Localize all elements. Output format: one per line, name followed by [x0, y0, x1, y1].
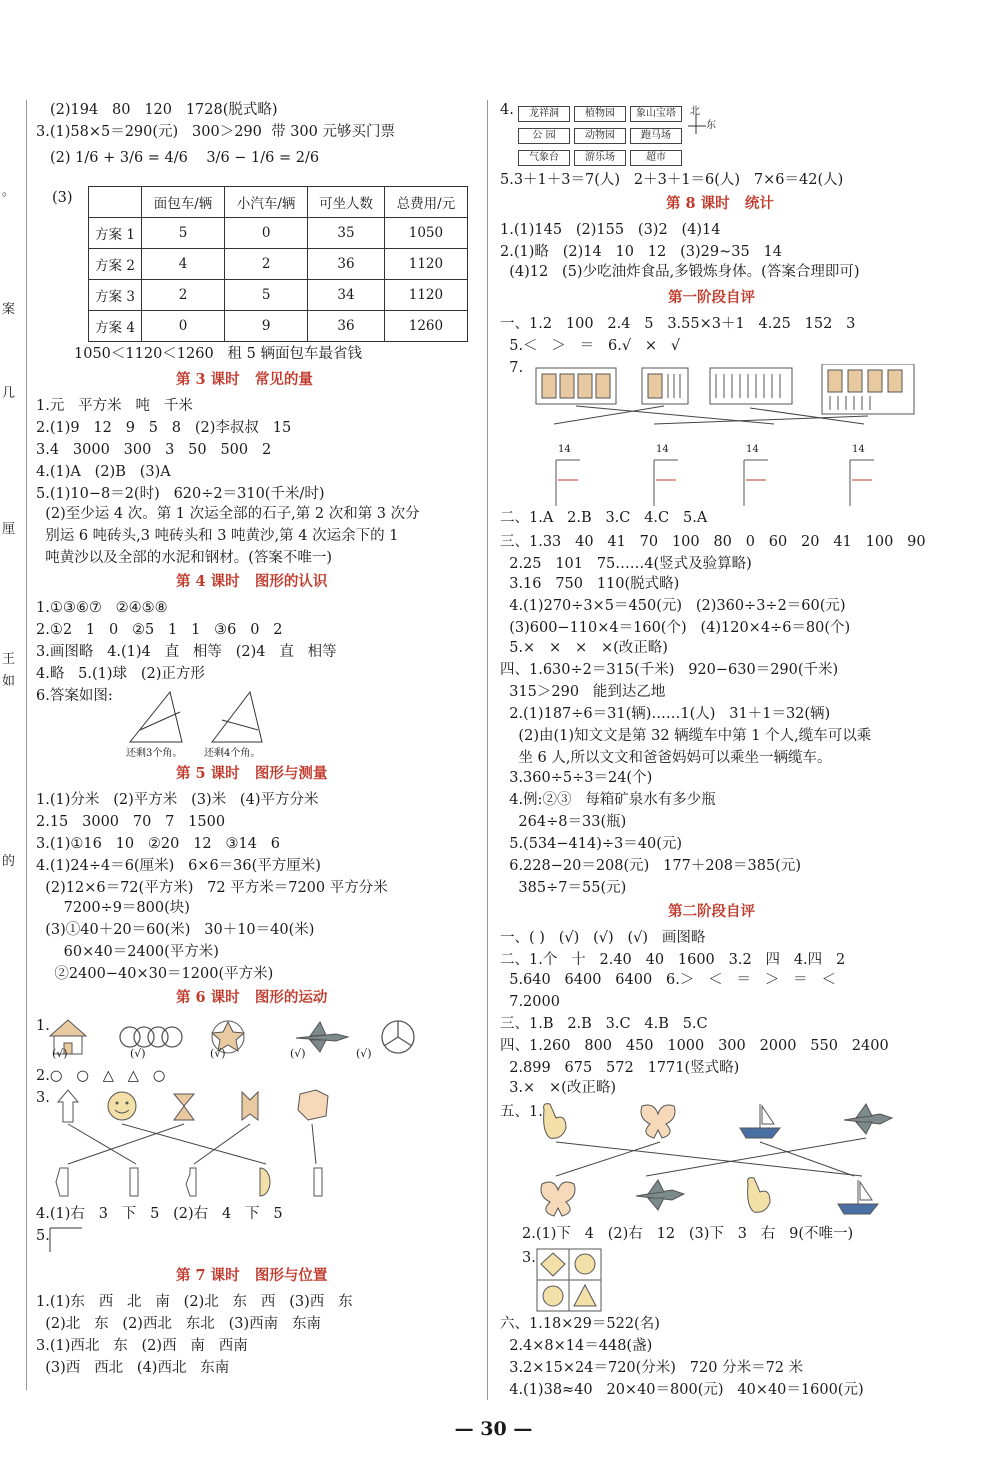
- check-mark: (√): [290, 1047, 306, 1060]
- margin-char: 几: [2, 386, 16, 401]
- division-quotient: 14: [852, 444, 865, 455]
- left-margin-rule: [26, 100, 27, 1390]
- map-place: 植物园: [574, 106, 626, 122]
- answer-line: (2)由(1)知文文是第 32 辆缆车中第 1 个人,缆车可以乘: [500, 728, 872, 744]
- answer-line: 3.× ×(改正略): [500, 1080, 616, 1096]
- answer-line: 2.○ ○ △ △ ○: [36, 1068, 166, 1084]
- answer-line: 别运 6 吨砖头,3 吨砖头和 3 吨黄沙,第 4 次运余下的 1: [36, 528, 399, 544]
- answer-line: (2)12×6＝72(平方米) 72 平方米＝7200 平方分米: [36, 880, 388, 896]
- table-row: [89, 280, 468, 311]
- margin-char: 案: [2, 302, 16, 317]
- section-heading: 第 6 课时 图形的运动: [176, 989, 328, 1006]
- plan-table: [88, 186, 468, 342]
- answer-line: 一、1.2 100 2.4 5 3.55×3＋1 4.25 152 3: [500, 316, 856, 332]
- answer-line: 6.228−20＝208(元) 177＋208＝385(元): [500, 858, 801, 874]
- answer-line: 4.(1)右 3 下 5 (2)右 4 下 5: [36, 1206, 283, 1222]
- map-place: 跑马场: [630, 128, 682, 144]
- figure-caption: 还剩3个角。: [126, 748, 183, 759]
- table-cell: 36: [308, 311, 385, 342]
- answer-line: 7200÷9＝800(块): [36, 900, 190, 916]
- division-quotient: 14: [656, 444, 669, 455]
- answer-line: 3.16 750 110(脱式略): [500, 576, 680, 592]
- map-place: 公 园: [518, 128, 570, 144]
- answer-line: 三、1.33 40 41 70 100 80 0 60 20 41 100 90: [500, 534, 926, 550]
- answer-line: 二、1.个 十 2.40 40 1600 3.2 四 4.四 2: [500, 952, 846, 968]
- section-heading: 第 3 课时 常见的量: [176, 371, 313, 388]
- margin-char: 如: [2, 674, 16, 689]
- answer-line: 5.(534−414)÷3＝40(元): [500, 836, 683, 852]
- answer-line: 4.(1)24÷4＝6(厘米) 6×6＝36(平方厘米): [36, 858, 321, 874]
- page-number: — 30 —: [454, 1418, 533, 1440]
- answer-line: 1.(1)分米 (2)平方米 (3)米 (4)平方分米: [36, 792, 319, 808]
- map-place: 龙祥洞: [518, 106, 570, 122]
- answer-line: 5.＜ ＞ ＝ 6.√ × √: [500, 338, 681, 354]
- fraction-line: (2) 1/6 + 3/6 = 4/6 3/6 − 1/6 = 2/6: [50, 150, 320, 166]
- answer-line: 2.①2 1 0 ②5 1 1 ③6 0 2: [36, 622, 283, 638]
- table-cell: 4: [142, 249, 225, 280]
- answer-line: 1.(1)东 西 北 南 (2)北 东 西 (3)西 东: [36, 1294, 353, 1310]
- answer-line: 坐 6 人,所以文文和爸爸妈妈可以乘坐一辆缆车。: [500, 750, 832, 766]
- rotation-figure: [48, 1226, 88, 1256]
- division-quotient: 14: [558, 444, 571, 455]
- answer-line: 2.(1)187÷6＝31(辆)……1(人) 31＋1＝32(辆): [500, 706, 831, 722]
- map-place: 游乐场: [574, 150, 626, 166]
- answer-label: 1.: [36, 1018, 50, 1034]
- compass-icon: [686, 110, 708, 136]
- answer-label: (3): [52, 190, 73, 206]
- table-row: [89, 218, 468, 249]
- margin-char: 王: [2, 652, 16, 667]
- compass-north: 北: [690, 106, 700, 117]
- table-cell: 35: [308, 218, 385, 249]
- answer-line: 5.(1)10−8＝2(时) 620÷2＝310(千米/时): [36, 486, 325, 502]
- answer-line: 60×40＝2400(平方米): [36, 944, 219, 960]
- answer-line: 4.(1)270÷3×5＝450(元) (2)360÷3÷2＝60(元): [500, 598, 846, 614]
- answer-label: 5.: [36, 1228, 50, 1244]
- answer-line: 385÷7＝55(元): [500, 880, 627, 896]
- table-cell: 1050: [384, 218, 467, 249]
- answer-line: 3.(1)西北 东 (2)西 南 西南: [36, 1338, 248, 1354]
- answer-line: 3.360÷5÷3＝24(个): [500, 770, 653, 786]
- table-cell: 方案 3: [89, 280, 142, 311]
- answer-line: (3)西 西北 (4)西北 东南: [36, 1360, 230, 1376]
- table-cell: 方案 1: [89, 218, 142, 249]
- table-header-row: [89, 187, 468, 218]
- answer-line: 六、1.18×29＝522(名): [500, 1316, 660, 1332]
- answer-line: 三、1.B 2.B 3.C 4.B 5.C: [500, 1016, 708, 1032]
- table-header-cell: 可坐人数: [308, 187, 385, 218]
- map-place: 动物园: [574, 128, 626, 144]
- compass-east: 东: [706, 120, 716, 131]
- table-header-cell: 总费用/元: [384, 187, 467, 218]
- answer-line: 3.画图略 4.(1)4 直 相等 (2)4 直 相等: [36, 644, 337, 660]
- triangle-figures: [122, 690, 292, 750]
- answer-line: 6.答案如图:: [36, 688, 113, 704]
- table-header-cell: [89, 187, 142, 218]
- answer-line: 315＞290 能到达乙地: [500, 684, 666, 700]
- answer-label: 4.: [500, 102, 514, 118]
- answer-line: 4.(1)A (2)B (3)A: [36, 464, 171, 480]
- answer-line: 4.(1)38≈40 20×40＝800(元) 40×40＝1600(元): [500, 1382, 864, 1398]
- answer-line: 264÷8＝33(瓶): [500, 814, 627, 830]
- division-quotient: 14: [746, 444, 759, 455]
- check-mark: (√): [210, 1047, 226, 1060]
- section-heading: 第 8 课时 统计: [666, 195, 774, 212]
- check-mark: (√): [356, 1047, 372, 1060]
- answer-line: 2.(1)下 4 (2)右 12 (3)下 3 右 9(不唯一): [522, 1226, 854, 1242]
- answer-line: 二、1.A 2.B 3.C 4.C 5.A: [500, 510, 708, 526]
- answer-line: 5.× × × ×(改正略): [500, 640, 668, 656]
- table-cell: 方案 4: [89, 311, 142, 342]
- answer-line: 4.略 5.(1)球 (2)正方形: [36, 666, 205, 682]
- answer-line: 3.(1)58×5＝290(元) 300＞290 带 300 元够买门票: [36, 124, 395, 140]
- answer-line: 2.4×8×14＝448(盏): [500, 1338, 653, 1354]
- answer-line: 5.3＋1＋3＝7(人) 2＋3＋1＝6(人) 7×6＝42(人): [500, 172, 844, 188]
- section-heading: 第 7 课时 图形与位置: [176, 1267, 328, 1284]
- table-cell: 5: [142, 218, 225, 249]
- answer-line: (2)194 80 120 1728(脱式略): [50, 102, 278, 118]
- answer-line: ②2400−40×30＝1200(平方米): [36, 966, 274, 982]
- table-row: [89, 311, 468, 342]
- table-cell: 1120: [384, 249, 467, 280]
- answer-line: 1.元 平方米 吨 千米: [36, 398, 193, 414]
- matching-figures: [46, 1088, 346, 1200]
- pattern-grid: [536, 1248, 606, 1314]
- map-place: 象山宝塔: [630, 106, 682, 122]
- table-row: [89, 249, 468, 280]
- table-cell: 1260: [384, 311, 467, 342]
- section-heading: 第二阶段自评: [668, 903, 755, 920]
- answer-label: 3.: [522, 1250, 536, 1266]
- answer-line: 4.例:②③ 每箱矿泉水有多少瓶: [500, 792, 716, 808]
- answer-line: (2)至少运 4 次。第 1 次运全部的石子,第 2 次和第 3 次分: [36, 506, 420, 522]
- translation-matching: [536, 1100, 896, 1224]
- check-mark: (√): [130, 1047, 146, 1060]
- answer-line: (2)北 东 (2)西北 东北 (3)西南 东南: [36, 1316, 321, 1332]
- table-header-cell: 小汽车/辆: [225, 187, 308, 218]
- answer-line: (3)600−110×4＝160(个) (4)120×4÷6＝80(个): [500, 620, 851, 636]
- answer-line: 3.(1)①16 10 ②20 12 ③14 6: [36, 836, 280, 852]
- table-cell: 9: [225, 311, 308, 342]
- margin-char: 厘: [2, 522, 16, 537]
- answer-line: (4)12 (5)少吃油炸食品,多锻炼身体。(答案合理即可): [500, 264, 860, 280]
- symmetry-figures: [48, 1016, 448, 1062]
- table-cell: 0: [225, 218, 308, 249]
- table-cell: 方案 2: [89, 249, 142, 280]
- answer-line: 1050＜1120＜1260 租 5 辆面包车最省钱: [74, 346, 362, 362]
- answer-line: 2.(1)略 (2)14 10 12 (3)29~35 14: [500, 244, 782, 260]
- answer-line: 7.: [500, 360, 524, 376]
- table-cell: 2: [225, 249, 308, 280]
- answer-line: 7.2000: [500, 994, 560, 1010]
- answer-line: 5.640 6400 6400 6.＞ ＜ ＝ ＞ ＝ ＜: [500, 972, 836, 988]
- check-mark: (√): [52, 1047, 68, 1060]
- map-place: 超市: [630, 150, 682, 166]
- section-heading: 第一阶段自评: [668, 289, 755, 306]
- answer-line: 吨黄沙以及全部的水泥和钢材。(答案不唯一): [36, 550, 333, 566]
- column-divider: [487, 100, 488, 1400]
- margin-char: 。: [2, 184, 16, 199]
- margin-char: 的: [2, 854, 16, 869]
- table-cell: 36: [308, 249, 385, 280]
- answer-line: 3.2×15×24＝720(分米) 720 分米＝72 米: [500, 1360, 804, 1376]
- answer-line: 2.15 3000 70 7 1500: [36, 814, 226, 830]
- answer-line: 1.(1)145 (2)155 (3)2 (4)14: [500, 222, 721, 238]
- answer-line: 2.25 101 75……4(竖式及验算略): [500, 556, 752, 572]
- answer-line: 四、1.260 800 450 1000 300 2000 550 2400: [500, 1038, 889, 1054]
- figure-caption: 还剩4个角。: [204, 748, 261, 759]
- answer-line: 五、1.: [500, 1104, 543, 1120]
- answer-label: 3.: [36, 1090, 50, 1106]
- table-cell: 1120: [384, 280, 467, 311]
- table-cell: 5: [225, 280, 308, 311]
- table-cell: 2: [142, 280, 225, 311]
- answer-line: (3)①40＋20＝60(米) 30＋10＝40(米): [36, 922, 315, 938]
- long-division-figures: [550, 458, 890, 510]
- answer-line: 2.899 675 572 1771(竖式略): [500, 1060, 740, 1076]
- table-header-cell: 面包车/辆: [142, 187, 225, 218]
- map-place: 气象台: [518, 150, 570, 166]
- answer-line: 3.4 3000 300 3 50 500 2: [36, 442, 272, 458]
- table-cell: 0: [142, 311, 225, 342]
- answer-line: 2.(1)9 12 9 5 8 (2)李叔叔 15: [36, 420, 292, 436]
- table-cell: 34: [308, 280, 385, 311]
- answer-line: 1.①③⑥⑦ ②④⑤⑧: [36, 600, 168, 616]
- answer-line: 一、( ) (√) (√) (√) 画图略: [500, 930, 706, 946]
- section-heading: 第 4 课时 图形的认识: [176, 573, 328, 590]
- answer-line: 四、1.630÷2＝315(千米) 920−630＝290(千米): [500, 662, 839, 678]
- section-heading: 第 5 课时 图形与测量: [176, 765, 328, 782]
